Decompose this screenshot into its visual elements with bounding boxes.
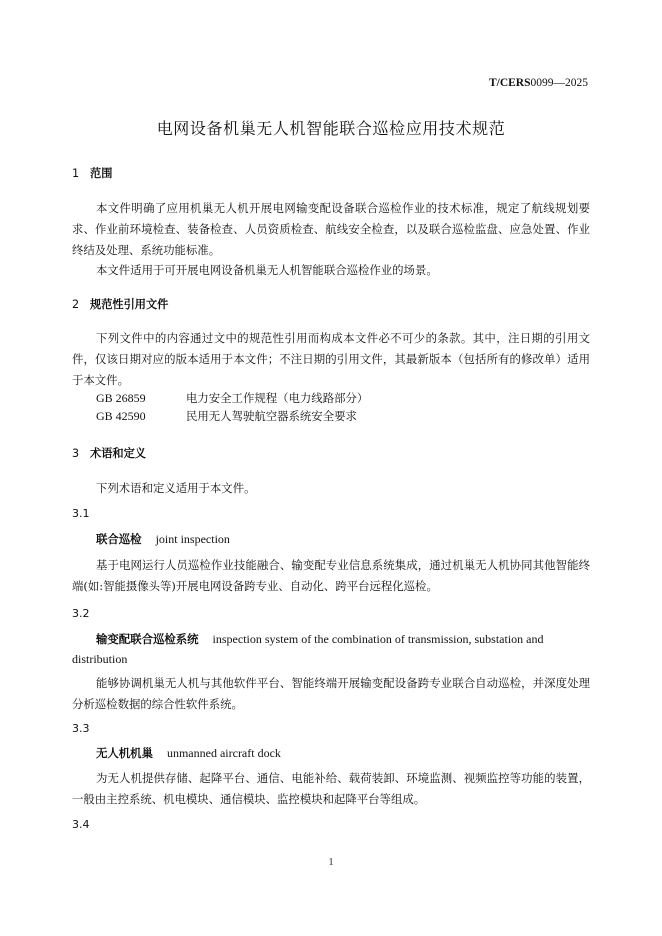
term-definition: 能够协调机巢无人机与其他软件平台、智能终端开展输变配设备跨专业联合自动巡检，并深度处理分析巡检数据的综合性软件系统。 bbox=[72, 676, 590, 711]
term-heading: 无人机机巢 unmanned aircraft dock bbox=[96, 746, 281, 760]
section-2-heading: 2 规范性引用文件 bbox=[72, 298, 169, 311]
term-number: 3.2 bbox=[72, 607, 90, 620]
reference-item: GB 26859 电力安全工作规程（电力线路部分） bbox=[96, 391, 369, 405]
section-1-heading: 1 范围 bbox=[72, 167, 113, 180]
section-1-paragraph-2: 本文件适用于可开展电网设备机巢无人机智能联合巡检作业的场景。 bbox=[96, 263, 438, 277]
term-number: 3.1 bbox=[72, 507, 90, 520]
term-definition: 基于电网运行人员巡检作业技能融合、输变配专业信息系统集成，通过机巢无人机协同其他智能终端(如:智能摄像头等)开展电网设备跨专业、自动化、跨平台远程化巡检。 bbox=[72, 558, 590, 593]
term-definition: 为无人机提供存储、起降平台、通信、电能补给、载荷装卸、环境监测、视频监控等功能的装置，一般由主控系统、机电模块、通信模块、监控模块和起降平台等组成。 bbox=[72, 771, 590, 806]
section-2-paragraph-1: 下列文件中的内容通过文中的规范性引用而构成本文件必不可少的条款。其中，注日期的引用文件，仅该日期对应的版本适用于本文件；不注日期的引用文件，其最新版本（包括所有的修改单）适用于本文件。 bbox=[72, 331, 590, 387]
standard-code: T/CERS0099—2025 bbox=[488, 77, 588, 89]
term-number: 3.4 bbox=[72, 818, 90, 831]
section-3-heading: 3 术语和定义 bbox=[72, 447, 146, 460]
page-number: 1 bbox=[328, 856, 334, 868]
term-heading: 输变配联合巡检系统 inspection system of the combination of transmission, substation and distribution bbox=[72, 632, 544, 666]
term-heading: 联合巡检 joint inspection bbox=[96, 532, 230, 546]
term-number: 3.3 bbox=[72, 722, 90, 735]
section-3-paragraph-1: 下列术语和定义适用于本文件。 bbox=[96, 481, 256, 495]
reference-item: GB 42590 民用无人驾驶航空器系统安全要求 bbox=[96, 409, 357, 423]
section-1-paragraph-1: 本文件明确了应用机巢无人机开展电网输变配设备联合巡检作业的技术标准，规定了航线规划要求、作业前环境检查、装备检查、人员资质检查、航线安全检查，以及联合巡检监盘、应急处置、作业终结及处理、系统功能标准。 bbox=[72, 201, 590, 257]
document-title: 电网设备机巢无人机智能联合巡检应用技术规范 bbox=[156, 119, 506, 138]
